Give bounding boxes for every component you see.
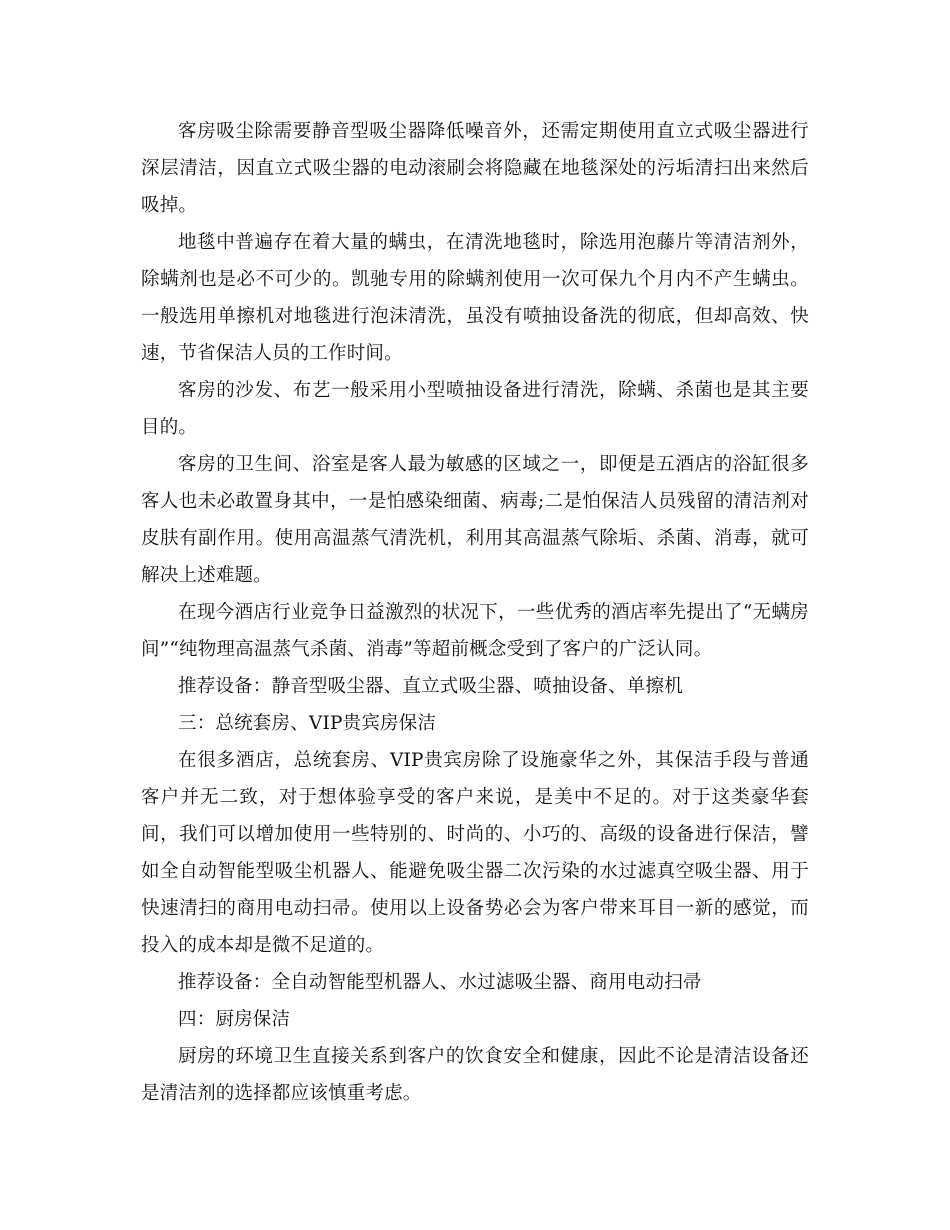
paragraph-kitchen: 厨房的环境卫生直接关系到客户的饮食安全和健康，因此不论是清洁设备还是清洁剂的选择都应该慎重考虑。 xyxy=(141,1046,809,1104)
paragraph-bathroom: 客房的卫生间、浴室是客人最为敏感的区域之一，即便是五酒店的浴缸很多客人也未必敢置身其中，一是怕感染细菌、病毒;二是怕保洁人员残留的清洁剂对皮肤有副作用。使用高温蒸气清洗机，利用其高温蒸气除垢、杀菌、消毒，就可解决上述难题。 xyxy=(141,454,809,586)
paragraph-presidential-suite: 在很多酒店，总统套房、VIP贵宾房除了设施豪华之外，其保洁手段与普通客户并无二致，对于想体验享受的客户来说，是美中不足的。对于这类豪华套间，我们可以增加使用一些特别的、时尚的、小巧的、高级的设备进行保洁，譬如全自动智能型吸尘机器人、能避免吸尘器二次污染的水过滤真空吸尘器、用于快速清扫的商用电动扫帚。使用以上设备势必会为客户带来耳目一新的感觉，而投入的成本却是微不足道的。 xyxy=(141,750,809,956)
section-heading-presidential-suite: 三：总统套房、VIP贵宾房保洁 xyxy=(178,713,437,734)
paragraph-recommended-equipment-1: 推荐设备：静音型吸尘器、直立式吸尘器、喷抽设备、单擦机 xyxy=(178,676,683,697)
paragraph-carpet-mites: 地毯中普遍存在着大量的螨虫，在清洗地毯时，除选用泡藤片等清洁剂外，除螨剂也是必不可少的。凯驰专用的除螨剂使用一次可保九个月内不产生螨虫。一般选用单擦机对地毯进行泡沫清洗，虽没有喷抽设备洗的彻底，但却高效、快速，节省保洁人员的工作时间。 xyxy=(141,232,809,364)
section-heading-kitchen: 四：厨房保洁 xyxy=(178,1009,291,1030)
paragraph-upright-vacuum: 客房吸尘除需要静音型吸尘器降低噪音外，还需定期使用直立式吸尘器进行深层清洁，因直立式吸尘器的电动滚刷会将隐藏在地毯深处的污垢清扫出来然后吸掉。 xyxy=(141,121,809,216)
paragraph-industry-competition: 在现今酒店行业竞争日益激烈的状况下，一些优秀的酒店率先提出了“无螨房间”“纯物理高温蒸气杀菌、消毒”等超前概念受到了客户的广泛认同。 xyxy=(141,602,809,660)
document-body xyxy=(141,113,809,1112)
paragraph-sofa-fabric: 客房的沙发、布艺一般采用小型喷抽设备进行清洗，除螨、杀菌也是其主要目的。 xyxy=(141,380,809,438)
paragraph-recommended-equipment-2: 推荐设备：全自动智能型机器人、水过滤吸尘器、商用电动扫帚 xyxy=(178,972,702,993)
